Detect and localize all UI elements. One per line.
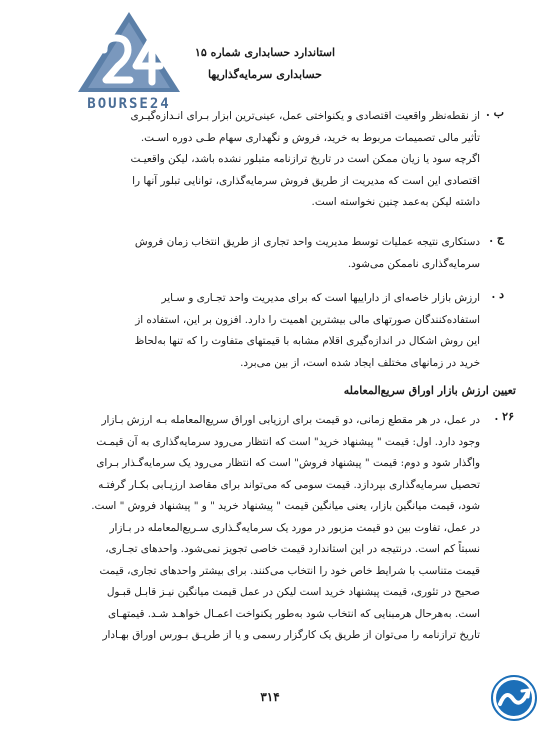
text-line: شود، قیمت میانگین بازار، یعنی میانگین قیمت " پیشنهاد خرید " و " پیشنهاد فروش " است. [91,500,480,512]
text-line: تحصیل سرمایه‌گذاری بپردازد. قیمت سومی که می‌تواند برای مقاصد ارزیـابی بکـار گرفتـه [98,478,480,491]
standard-title: استاندارد حسابداری شماره ۱۵ [194,46,336,59]
section-title: تعیین ارزش بازار اوراق سریع‌المعامله [343,384,516,397]
paragraph-j [68,232,504,275]
logo-wordmark: BOURSE24 [87,96,171,112]
paragraph-b [68,106,504,214]
text-line: خرید در زمانهای مختلف ایجاد شده است، از بین می‌برد. [240,356,480,369]
text-line: داشته لیکن به‌عمد چنین نخواسته است. [311,196,480,208]
text-line: استفاده‌کنندگان صورتهای مالی بیشترین اهمیت را دارد. افزون بر این، استفاده از [135,313,480,326]
text-line: این روش اشکال در اندازه‌گیری اقلام مشابه با قیمتهای متفاوت را که تنها به‌لحاظ [134,335,480,347]
paragraph-d [68,288,504,374]
text-line: وجود دارد. اول: قیمت " پیشنهاد خرید" است که انتظار می‌رود سرمایه‌گذاری به آن قیمـت [96,435,480,448]
page-number: ۳۱۴ [260,690,280,704]
text-line: تأثیر مالی تصمیمات مربوط به خرید، فروش و نگهداری سهام طـی دوره اسـت. [140,131,480,144]
text-line: در عمل، تفاوت بین دو قیمت مزبور در مورد یک سرمایه‌گـذاری سـریع‌المعامله در بـازار [109,521,480,534]
text-line: تاریخ ترازنامه را می‌توان از طریق یک کارگزار رسمی و یا از طریـق بـورس اوراق بهـادار [102,629,480,641]
text-line: سرمایه‌گذاری ناممکن می‌شود. [347,257,480,270]
paragraph-26 [68,410,514,647]
text-line: ارزش بازار خاصه‌ای از داراییها است که برای مدیریت واحد تجـاری و سـایر [161,292,480,304]
body-text [68,0,516,733]
paragraph-marker: ج . [489,232,504,245]
chart-badge-icon [491,675,537,721]
text-line: است. به‌هرحال هرمبنایی که انتخاب شود به‌طور یکنواخت اعمـال خواهـد شـد. قیمتهـای [108,607,480,620]
paragraph-marker: ب . [485,106,504,119]
paragraph-marker: ۲۶ . [494,410,514,423]
text-line: صحیح در تئوری، قیمت پیشنهاد خرید است لیکن در عمل قیمت میانگین نیـز قابـل قبـول [106,586,480,598]
text-line: واگذار شود و دوم: قیمت " پیشنهاد فروش" است که انتظار می‌رود یک سرمایه‌گـذار بـرای [96,457,480,469]
text-line: از نقطه‌نظر واقعیت اقتصادی و یکنواختی عمل، عینی‌ترین ابزار بـرای انـدازه‌گیـری [130,110,480,122]
text-line: قیمت متناسب با شرایط خاص خود را انتخاب می‌کنند. برای بیشتر واحدهای تجاری، قیمت [99,564,480,577]
text-line: نسبتاً کم است. درنتیجه در این استاندارد قیمت خاصی تجویز نمی‌شود. واحدهای تجـاری، [105,543,480,555]
text-line: اگرچه سود یا زیان ممکن است در تاریخ ترازنامه متبلور نشده باشد، لیکن واقعیـت [130,153,480,165]
standard-subtitle: حسابداری سرمایه‌گذاریها [208,68,322,81]
text-line: اقتصادی این است که مدیریت از طریق فروش سرمایه‌گذاری، توانایی تبلور آنها را [132,174,480,187]
paragraph-marker: د . [491,288,504,301]
text-line: در عمل، در هر مقطع زمانی، دو قیمت برای ارزیابی اوراق سریع‌المعامله بـه ارزش بـازار [101,414,480,426]
text-line: دستکاری نتیجه عملیات توسط مدیریت واحد تجاری از طریق انتخاب زمان فروش [134,236,480,248]
